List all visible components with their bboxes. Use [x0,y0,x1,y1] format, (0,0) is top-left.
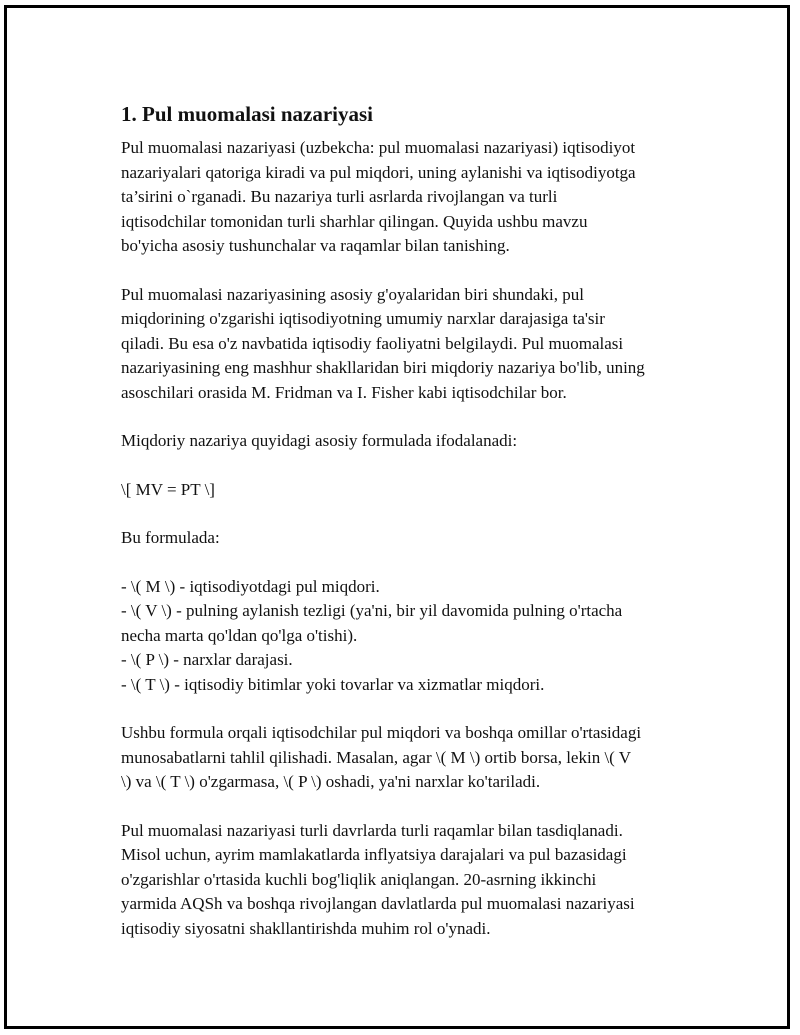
list-item: - \( M \) - iqtisodiyotdagi pul miqdori. [121,576,380,596]
list-item: - \( T \) - iqtisodiy bitimlar yoki tovarlar va xizmatlar miqdori. [121,674,545,694]
paragraph-formula-intro: Miqdoriy nazariya quyidagi asosiy formulada ifodalanadi: [121,431,518,450]
page-frame [4,5,790,1029]
document-body [121,100,701,941]
document-title: 1. Pul muomalasi nazariyasi [121,102,374,126]
paragraph-intro: Pul muomalasi nazariyasi (uzbekcha: pul muomalasi nazariyasi) iqtisodiyot nazariyalari qatoriga kiradi va pul miqdori, uning aylanishi va iqtisodiyotga ta’sirini o`rganadi. Bu nazariya turli asrlarda rivojlangan va turli iqtisodchilar tomonidan turli sharhlar qilingan. Quyida ushbu mavzu bo'yicha asosiy tushunchalar va raqamlar bilan tanishing. [121,138,636,255]
paragraph-evidence: Pul muomalasi nazariyasi turli davrlarda turli raqamlar bilan tasdiqlanadi. Misol uchun, ayrim mamlakatlarda inflyatsiya darajalari va pul bazasidagi o'zgarishlar o'rtasida kuchli bog'liqlik aniqlangan. 20-asrning ikkinchi yarmida AQSh va boshqa rivojlangan davlatlarda pul muomalasi nazariyasi iqtisodiy siyosatni shakllantirishda muhim rol o'ynadi. [121,820,635,938]
formula: \[ MV = PT \] [121,479,215,499]
variable-list [121,575,701,698]
paragraph-formula-legend: Bu formulada: [121,528,220,547]
paragraph-analysis: Ushbu formula orqali iqtisodchilar pul miqdori va boshqa omillar o'rtasidagi munosabatlarni tahlil qilishadi. Masalan, agar \( M \) ortib borsa, lekin \( V \) va \( T \) o'zgarmasa, \( P \) oshadi, ya'ni narxlar ko'tariladi. [121,723,642,791]
list-item: - \( P \) - narxlar darajasi. [121,650,293,669]
list-item: - \( V \) - pulning aylanish tezligi (ya'ni, bir yil davomida pulning o'rtacha necha marta qo'ldan qo'lga o'tishi). [121,601,623,645]
paragraph-main-idea: Pul muomalasi nazariyasining asosiy g'oyalaridan biri shundaki, pul miqdorining o'zgarishi iqtisodiyotning umumiy narxlar darajasiga ta'sir qiladi. Bu esa o'z navbatida iqtisodiy faoliyatni belgilaydi. Pul muomalasi nazariyasining eng mashhur shakllaridan biri miqdoriy nazariya bo'lib, uning asoschilari orasida M. Fridman va I. Fisher kabi iqtisodchilar bor. [121,284,645,402]
